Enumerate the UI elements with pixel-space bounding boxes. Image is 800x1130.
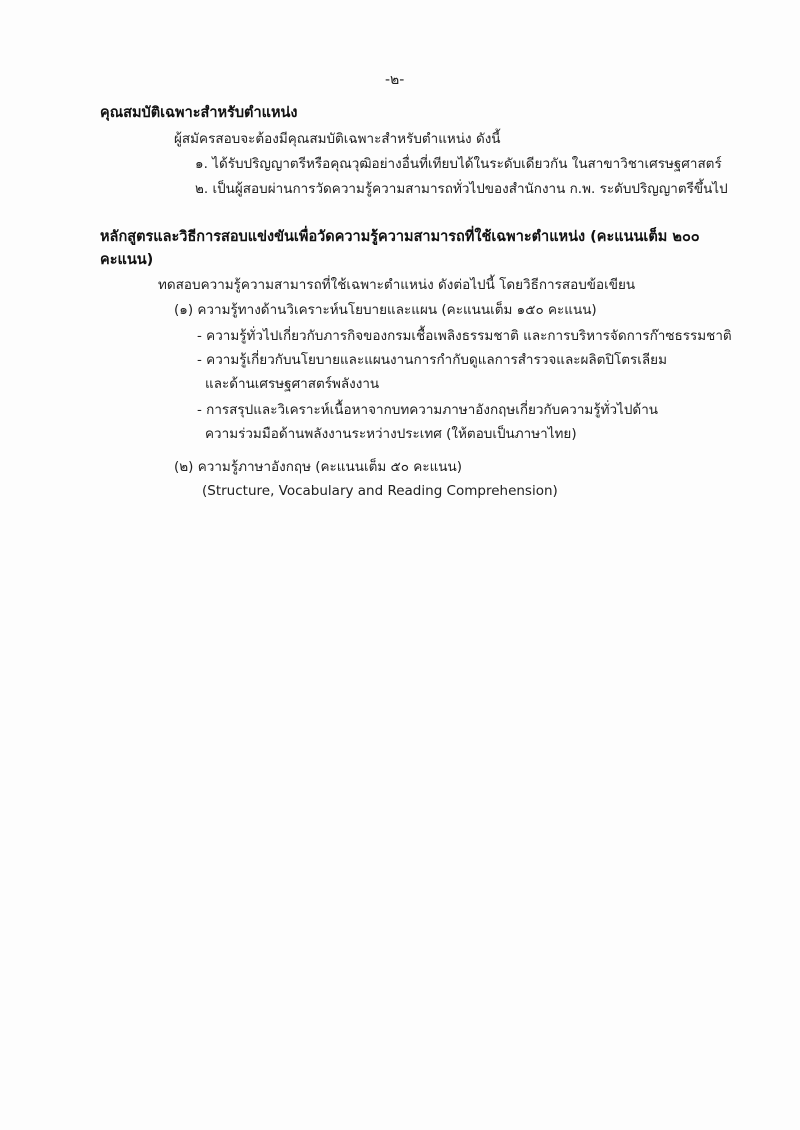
curriculum-heading-line-2: คะแนน) <box>100 252 154 268</box>
section-1-bullet-2-cont: และด้านเศรษฐศาสตร์พลังงาน <box>205 376 380 392</box>
qualifications-intro: ผู้สมัครสอบจะต้องมีคุณสมบัติเฉพาะสำหรับตำแหน่ง ดังนี้ <box>174 131 501 147</box>
section-1-bullet-3: - การสรุปและวิเคราะห์เนื้อหาจากบทความภาษาอังกฤษเกี่ยวกับความรู้ทั่วไปด้าน <box>197 402 658 418</box>
section-1-bullet-1: - ความรู้ทั่วไปเกี่ยวกับภารกิจของกรมเชื้อเพลิงธรรมชาติ และการบริหารจัดการก๊าซธรรมชาติ <box>197 328 732 344</box>
section-2-title: (๒) ความรู้ภาษาอังกฤษ (คะแนนเต็ม ๕๐ คะแนน) <box>174 459 462 475</box>
section-2-detail: (Structure, Vocabulary and Reading Comprehension) <box>202 483 558 499</box>
qualification-item-2: ๒. เป็นผู้สอบผ่านการวัดความรู้ความสามารถทั่วไปของสำนักงาน ก.พ. ระดับปริญญาตรีขึ้นไป <box>195 181 728 197</box>
curriculum-heading-line-1: หลักสูตรและวิธีการสอบแข่งขันเพื่อวัดความรู้ความสามารถที่ใช้เฉพาะตำแหน่ง (คะแนนเต็ม ๒๐๐ <box>100 229 700 245</box>
qualifications-heading: คุณสมบัติเฉพาะสำหรับตำแหน่ง <box>100 105 298 121</box>
section-1-bullet-3-cont: ความร่วมมือด้านพลังงานระหว่างประเทศ (ให้ตอบเป็นภาษาไทย) <box>205 426 577 442</box>
section-1-bullet-2: - ความรู้เกี่ยวกับนโยบายและแผนงานการกำกับดูแลการสำรวจและผลิตปิโตรเลียม <box>197 352 667 368</box>
page-number: -๒- <box>385 72 405 88</box>
curriculum-intro: ทดสอบความรู้ความสามารถที่ใช้เฉพาะตำแหน่ง ดังต่อไปนี้ โดยวิธีการสอบข้อเขียน <box>158 277 636 293</box>
section-1-title: (๑) ความรู้ทางด้านวิเคราะห์นโยบายและแผน (คะแนนเต็ม ๑๕๐ คะแนน) <box>174 302 597 318</box>
qualification-item-1: ๑. ได้รับปริญญาตรีหรือคุณวุฒิอย่างอื่นที่เทียบได้ในระดับเดียวกัน ในสาขาวิชาเศรษฐศาสตร์ <box>195 156 722 172</box>
